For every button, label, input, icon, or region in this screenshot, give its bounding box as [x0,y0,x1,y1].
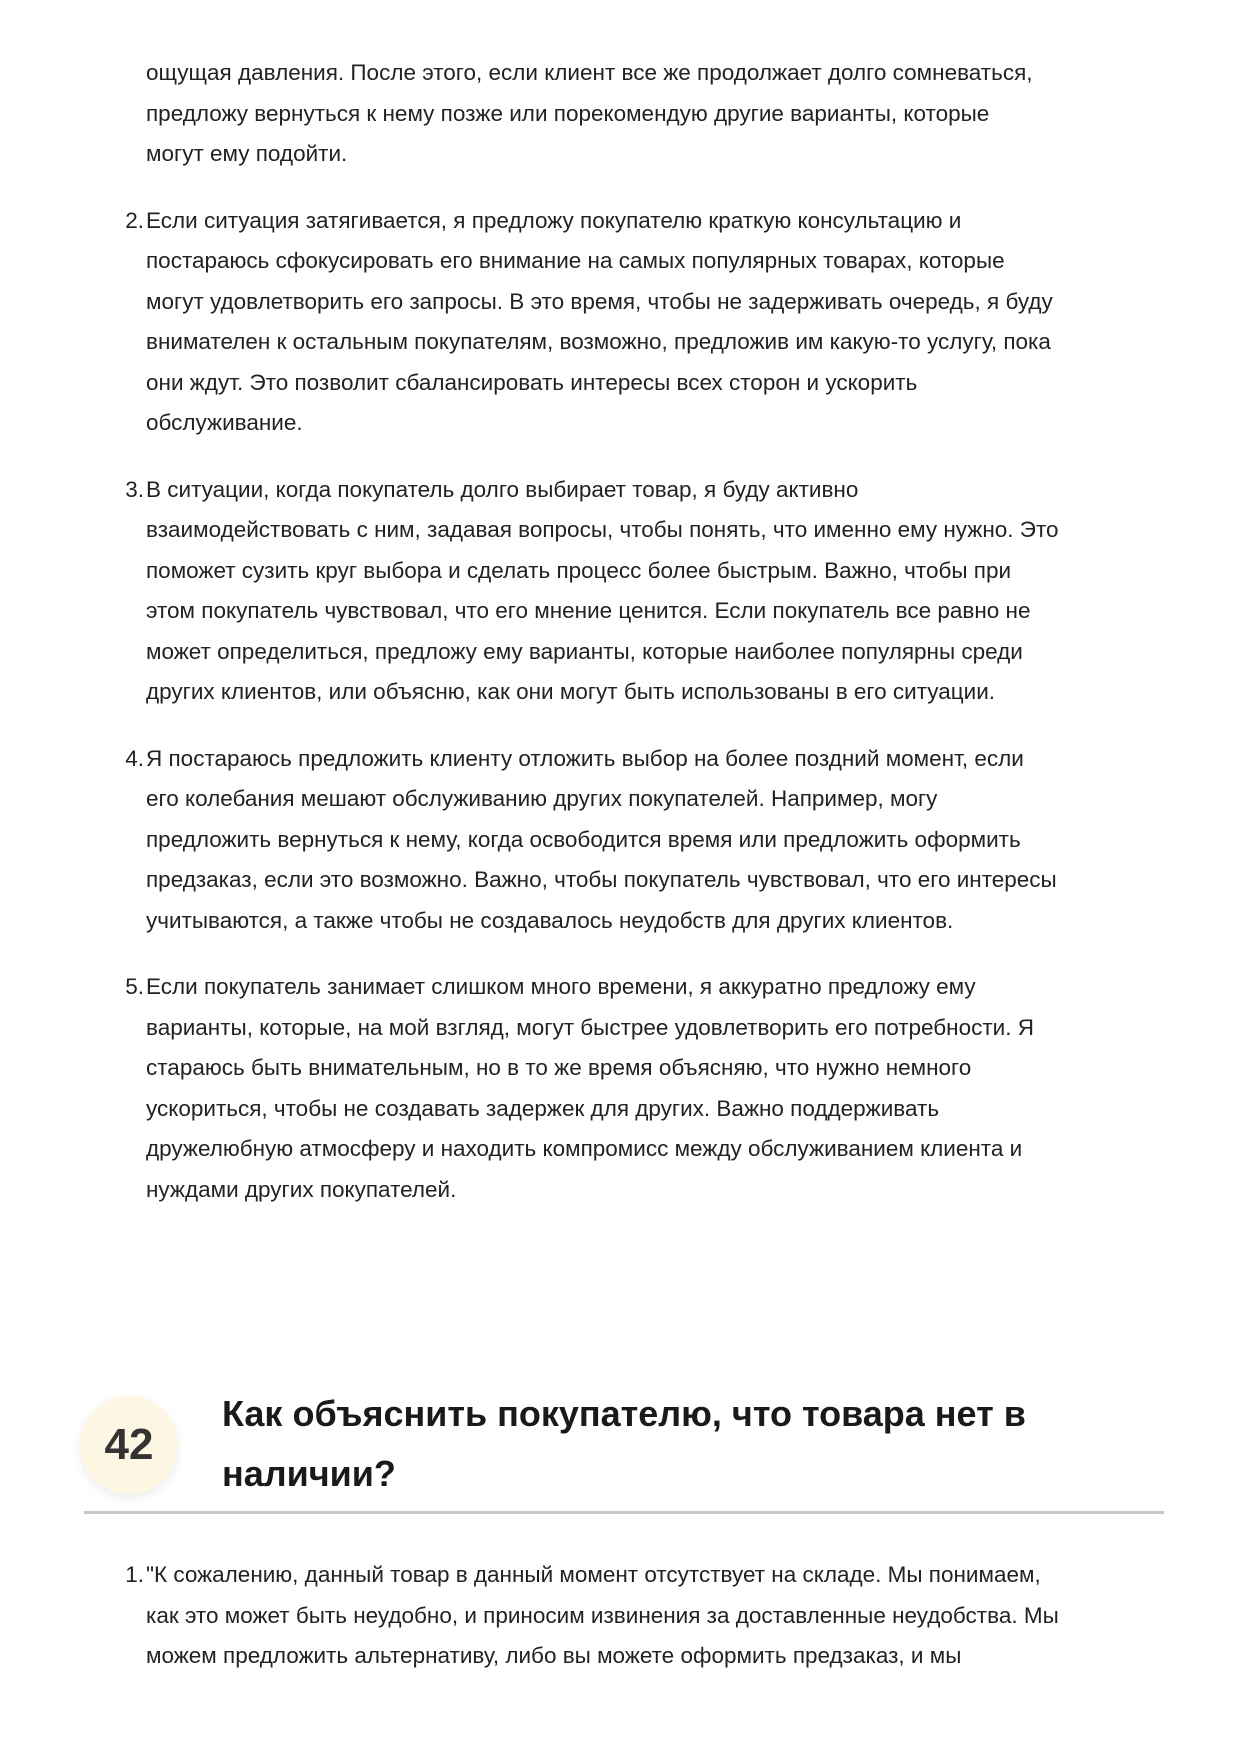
list-item-text-line: предзаказ, если это возможно. Важно, чтобы покупатель чувствовал, что его интересы [146,867,1057,892]
list-item [0,53,1239,175]
answer-list-41 [0,53,1239,1236]
list-item-text-line: они ждут. Это позволит сбалансировать интересы всех сторон и ускорить [146,369,918,395]
list-item-text-line: нуждами других покупателей. [146,1176,457,1202]
list-item-number: 2. [125,207,144,233]
list-item-text-line: его колебания мешают обслуживанию других покупателей. Например, могу [146,786,938,811]
question-title-line: наличии? [222,1453,396,1494]
list-item [0,967,1239,1210]
section-divider [84,1511,1164,1514]
list-item-text-line: В ситуации, когда покупатель долго выбирает товар, я буду активно [146,476,859,502]
list-item-text-line: Я постараюсь предложить клиенту отложить выбор на более поздний момент, если [146,745,1024,771]
list-item-text-line: других клиентов, или объясню, как они могут быть использованы в его ситуации. [146,679,996,704]
question-number: 42 [104,1420,154,1469]
list-item [0,1555,1239,1677]
list-item-text-line: можем предложить альтернативу, либо вы можете оформить предзаказ, и мы [146,1643,962,1668]
list-item-text-line: ощущая давления. После этого, если клиент все же продолжает долго сомневаться, [146,60,1033,85]
list-item-text-line: этом покупатель чувствовал, что его мнение ценится. Если покупатель все равно не [146,598,1031,623]
list-item-text-line: обслуживание. [146,410,303,435]
list-item-text-line: учитываются, а также чтобы не создавалось неудобств для других клиентов. [146,907,954,933]
list-item-text-line: Если ситуация затягивается, я предложу покупателю краткую консультацию и [146,207,962,233]
list-item-text-line: ускориться, чтобы не создавать задержек для других. Важно поддерживать [146,1095,940,1121]
list-item-text-line: предложить вернуться к нему, когда освободится время или предложить оформить [146,826,1021,852]
list-item-number: 3. [125,476,144,502]
list-item-text-line: дружелюбную атмосферу и находить компромисс между обслуживанием клиента и [146,1136,1023,1161]
list-item [0,470,1239,713]
list-item-text-line: стараюсь быть внимательным, но в то же время объясняю, что нужно немного [146,1055,972,1080]
question-title-line: Как объяснить покупателю, что товара нет в [222,1393,1026,1434]
list-item-number: 5. [125,974,144,999]
list-item-text-line: может определиться, предложу ему варианты, которые наиболее популярны среди [146,638,1023,664]
list-item-text-line: варианты, которые, на мой взгляд, могут быстрее удовлетворить его потребности. Я [146,1014,1034,1040]
list-item-text-line: взаимодействовать с ним, задавая вопросы, чтобы понять, что именно ему нужно. Это [146,517,1059,542]
answer-list-42 [0,1555,1239,1703]
list-item-text-line: могут ему подойти. [146,141,348,166]
list-item-text-line: поможет сузить круг выбора и сделать процесс более быстрым. Важно, чтобы при [146,557,1012,583]
list-item-text-line: постараюсь сфокусировать его внимание на самых популярных товарах, которые [146,248,1005,273]
question-title [222,1384,1026,1504]
list-item-text-line: "К сожалению, данный товар в данный момент отсутствует на складе. Мы понимаем, [146,1562,1041,1587]
list-item-text-line: как это может быть неудобно, и приносим извинения за доставленные неудобства. Мы [146,1602,1059,1628]
list-item [0,739,1239,942]
list-item-number: 4. [125,745,144,771]
list-item-text-line: Если покупатель занимает слишком много времени, я аккуратно предложу ему [146,974,976,999]
list-item-text-line: могут удовлетворить его запросы. В это время, чтобы не задерживать очередь, я буду [146,288,1053,314]
list-item-number: 1. [125,1562,144,1587]
question-number-badge [80,1396,178,1494]
list-item [0,201,1239,444]
list-item-text-line: внимателен к остальным покупателям, возможно, предложив им какую-то услугу, пока [146,329,1051,354]
list-item-text-line: предложу вернуться к нему позже или порекомендую другие варианты, которые [146,100,990,126]
